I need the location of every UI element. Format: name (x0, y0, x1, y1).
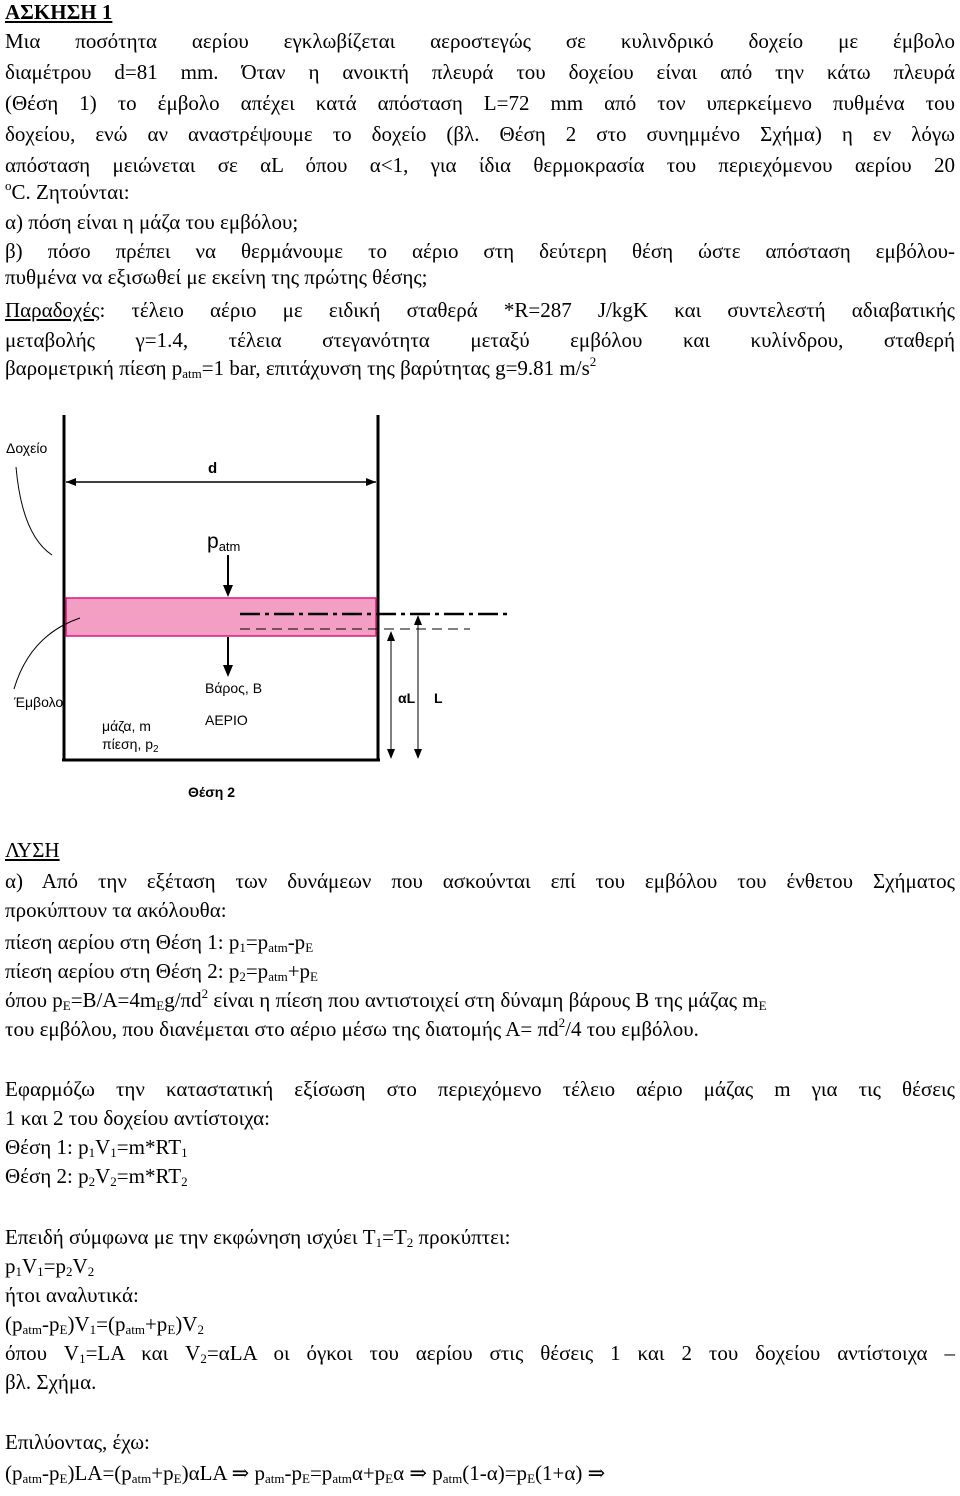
position-label: Θέση 2 (188, 784, 236, 800)
state-equation-line-1: Εφαρμόζω την καταστατική εξίσωση στο περιεχόμενο τέλειο αέριο μάζας m για τις θέσεις (5, 1077, 955, 1101)
solving-equation: $(p_{atm}-p_E)LA=(p_{atm}+p_E)\alpha LA$ ⇒ $p_{atm}-p_E=p_{atm}\alpha+p_E\alpha$ ⇒ $p_{atm}(1-\alpha)=p_E(1+\alpha)$ ⇒ (5, 1461, 606, 1486)
cylinder-diagram (0, 405, 520, 805)
analytic-equation: $(p_{atm}-p_E)V_1=(p_{atm}+p_E)V_2$ (5, 1312, 204, 1337)
state-equation-position-2: Θέση 2: $p_2V_2=m*RT_2$ (5, 1164, 188, 1189)
patm-arrow (207, 530, 240, 597)
exercise-title: ΑΣΚΗΣΗ 1 (5, 0, 113, 24)
question-a: α) πόση είναι η μάζα του εμβόλου; (5, 210, 299, 234)
pe-definition-line-2: του εμβόλου, που διανέμεται στο αέριο μέσω της διατομής $A= \pi d^2/4$ του εμβόλου. (5, 1015, 699, 1041)
container-label: Δοχείο (6, 440, 48, 456)
boyle-equation: $p_1V_1=p_2V_2$ (5, 1254, 95, 1279)
assumptions-label: Παραδοχές (5, 298, 100, 322)
assumptions-line-3: βαρομετρική πίεση $p_{atm}=1$ bar, επιτάχυνση της βαρύτητας g=9.81 $m/s^2$ (5, 354, 597, 381)
state-equation-position-1: Θέση 1: $p_1V_1=m*RT_1$ (5, 1135, 188, 1160)
pe-definition-line-1: όπου $p_E=B/A=4m_Eg/\pi d^2$ είναι η πίεση που αντιστοιχεί στη δύναμη βάρους Β της μάζας $m_E$ (5, 986, 767, 1013)
pressure-position-1: πίεση αερίου στη Θέση 1: $p_1=p_{atm}-p_E$ (5, 930, 314, 955)
pressure-label: πίεση, $p_2$ (102, 736, 159, 755)
problem-line-1: Μια ποσότητα αερίου εγκλωβίζεται αεροστεγώς σε κυλινδρικό δοχείο με έμβολο (5, 29, 955, 53)
solution-a-line-1: α) Από την εξέταση των δυνάμεων που ασκούνται επί του εμβόλου του ένθετου Σχήματος (5, 869, 955, 893)
L-label: L (434, 690, 443, 706)
container-leader (16, 467, 52, 555)
mass-label: μάζα, m (102, 718, 151, 734)
assumptions-line-2: μεταβολής γ=1.4, τέλεια στεγανότητα μεταξύ εμβόλου και κυλίνδρου, σταθερή (5, 328, 955, 352)
solution-a-line-2: προκύπτουν τα ακόλουθα: (5, 898, 227, 922)
aL-label: αL (398, 690, 416, 706)
isothermal-statement: Επειδή σύμφωνα με την εκφώνηση ισχύει $T_1=T_2$ προκύπτει: (5, 1225, 511, 1250)
question-b-line-1: β) πόσο πρέπει να θερμάνουμε το αέριο στη δεύτερη θέση ώστε απόσταση εμβόλου- (5, 239, 955, 263)
piston (66, 598, 376, 636)
state-equation-line-2: 1 και 2 του δοχείου αντίστοιχα: (5, 1106, 270, 1130)
weight-arrow (223, 637, 233, 677)
container-walls (62, 415, 380, 760)
gas-label: ΑΕΡΙΟ (205, 712, 248, 728)
pressure-position-2: πίεση αερίου στη Θέση 2: $p_2=p_{atm}+p_E$ (5, 959, 318, 984)
problem-line-4: δοχείου, ενώ αν αναστρέψουμε το δοχείο (βλ. Θέση 2 στο συνημμένο Σχήμα) η εν λόγω (5, 122, 955, 146)
aL-dimension (387, 631, 416, 759)
volumes-line-2: βλ. Σχήμα. (5, 1370, 97, 1394)
piston-label: Έμβολο (14, 694, 64, 710)
analytic-label: ήτοι αναλυτικά: (5, 1283, 139, 1307)
problem-line-3: (Θέση 1) το έμβολο απέχει κατά απόσταση L=72 mm από τον υπερκείμενο πυθμένα του (5, 91, 955, 115)
problem-line-2: διαμέτρου d=81 mm. Όταν η ανοικτή πλευρά του δοχείου είναι από την κάτω πλευρά (5, 60, 955, 84)
solution-title: ΛΥΣΗ (5, 838, 60, 862)
problem-line-5: απόσταση μειώνεται σε αL όπου α<1, για ίδια θερμοκρασία του περιεχόμενου αερίου 20 (5, 153, 955, 177)
question-b-line-2: πυθμένα να εξισωθεί με εκείνη της πρώτης θέσης; (5, 265, 428, 289)
volumes-line-1: όπου $V_1=LA$ και $V_2=\alpha LA$ οι όγκοι του αερίου στις θέσεις 1 και 2 του δοχείου αντίστοιχα – (5, 1341, 955, 1366)
L-dimension (414, 615, 443, 759)
diameter-dimension (66, 460, 376, 486)
assumptions-line-1: Παραδοχές: τέλειο αέριο με ειδική σταθερά *R=287 J/kgK και συντελεστή αδιαβατικής (5, 298, 955, 322)
patm-label: patm (207, 530, 241, 554)
weight-label: Βάρος, Β (205, 680, 263, 696)
d-label: d (208, 460, 218, 477)
solving-label: Επιλύοντας, έχω: (5, 1430, 150, 1454)
problem-line-6: $^o$C. Ζητούνται: (5, 178, 130, 204)
